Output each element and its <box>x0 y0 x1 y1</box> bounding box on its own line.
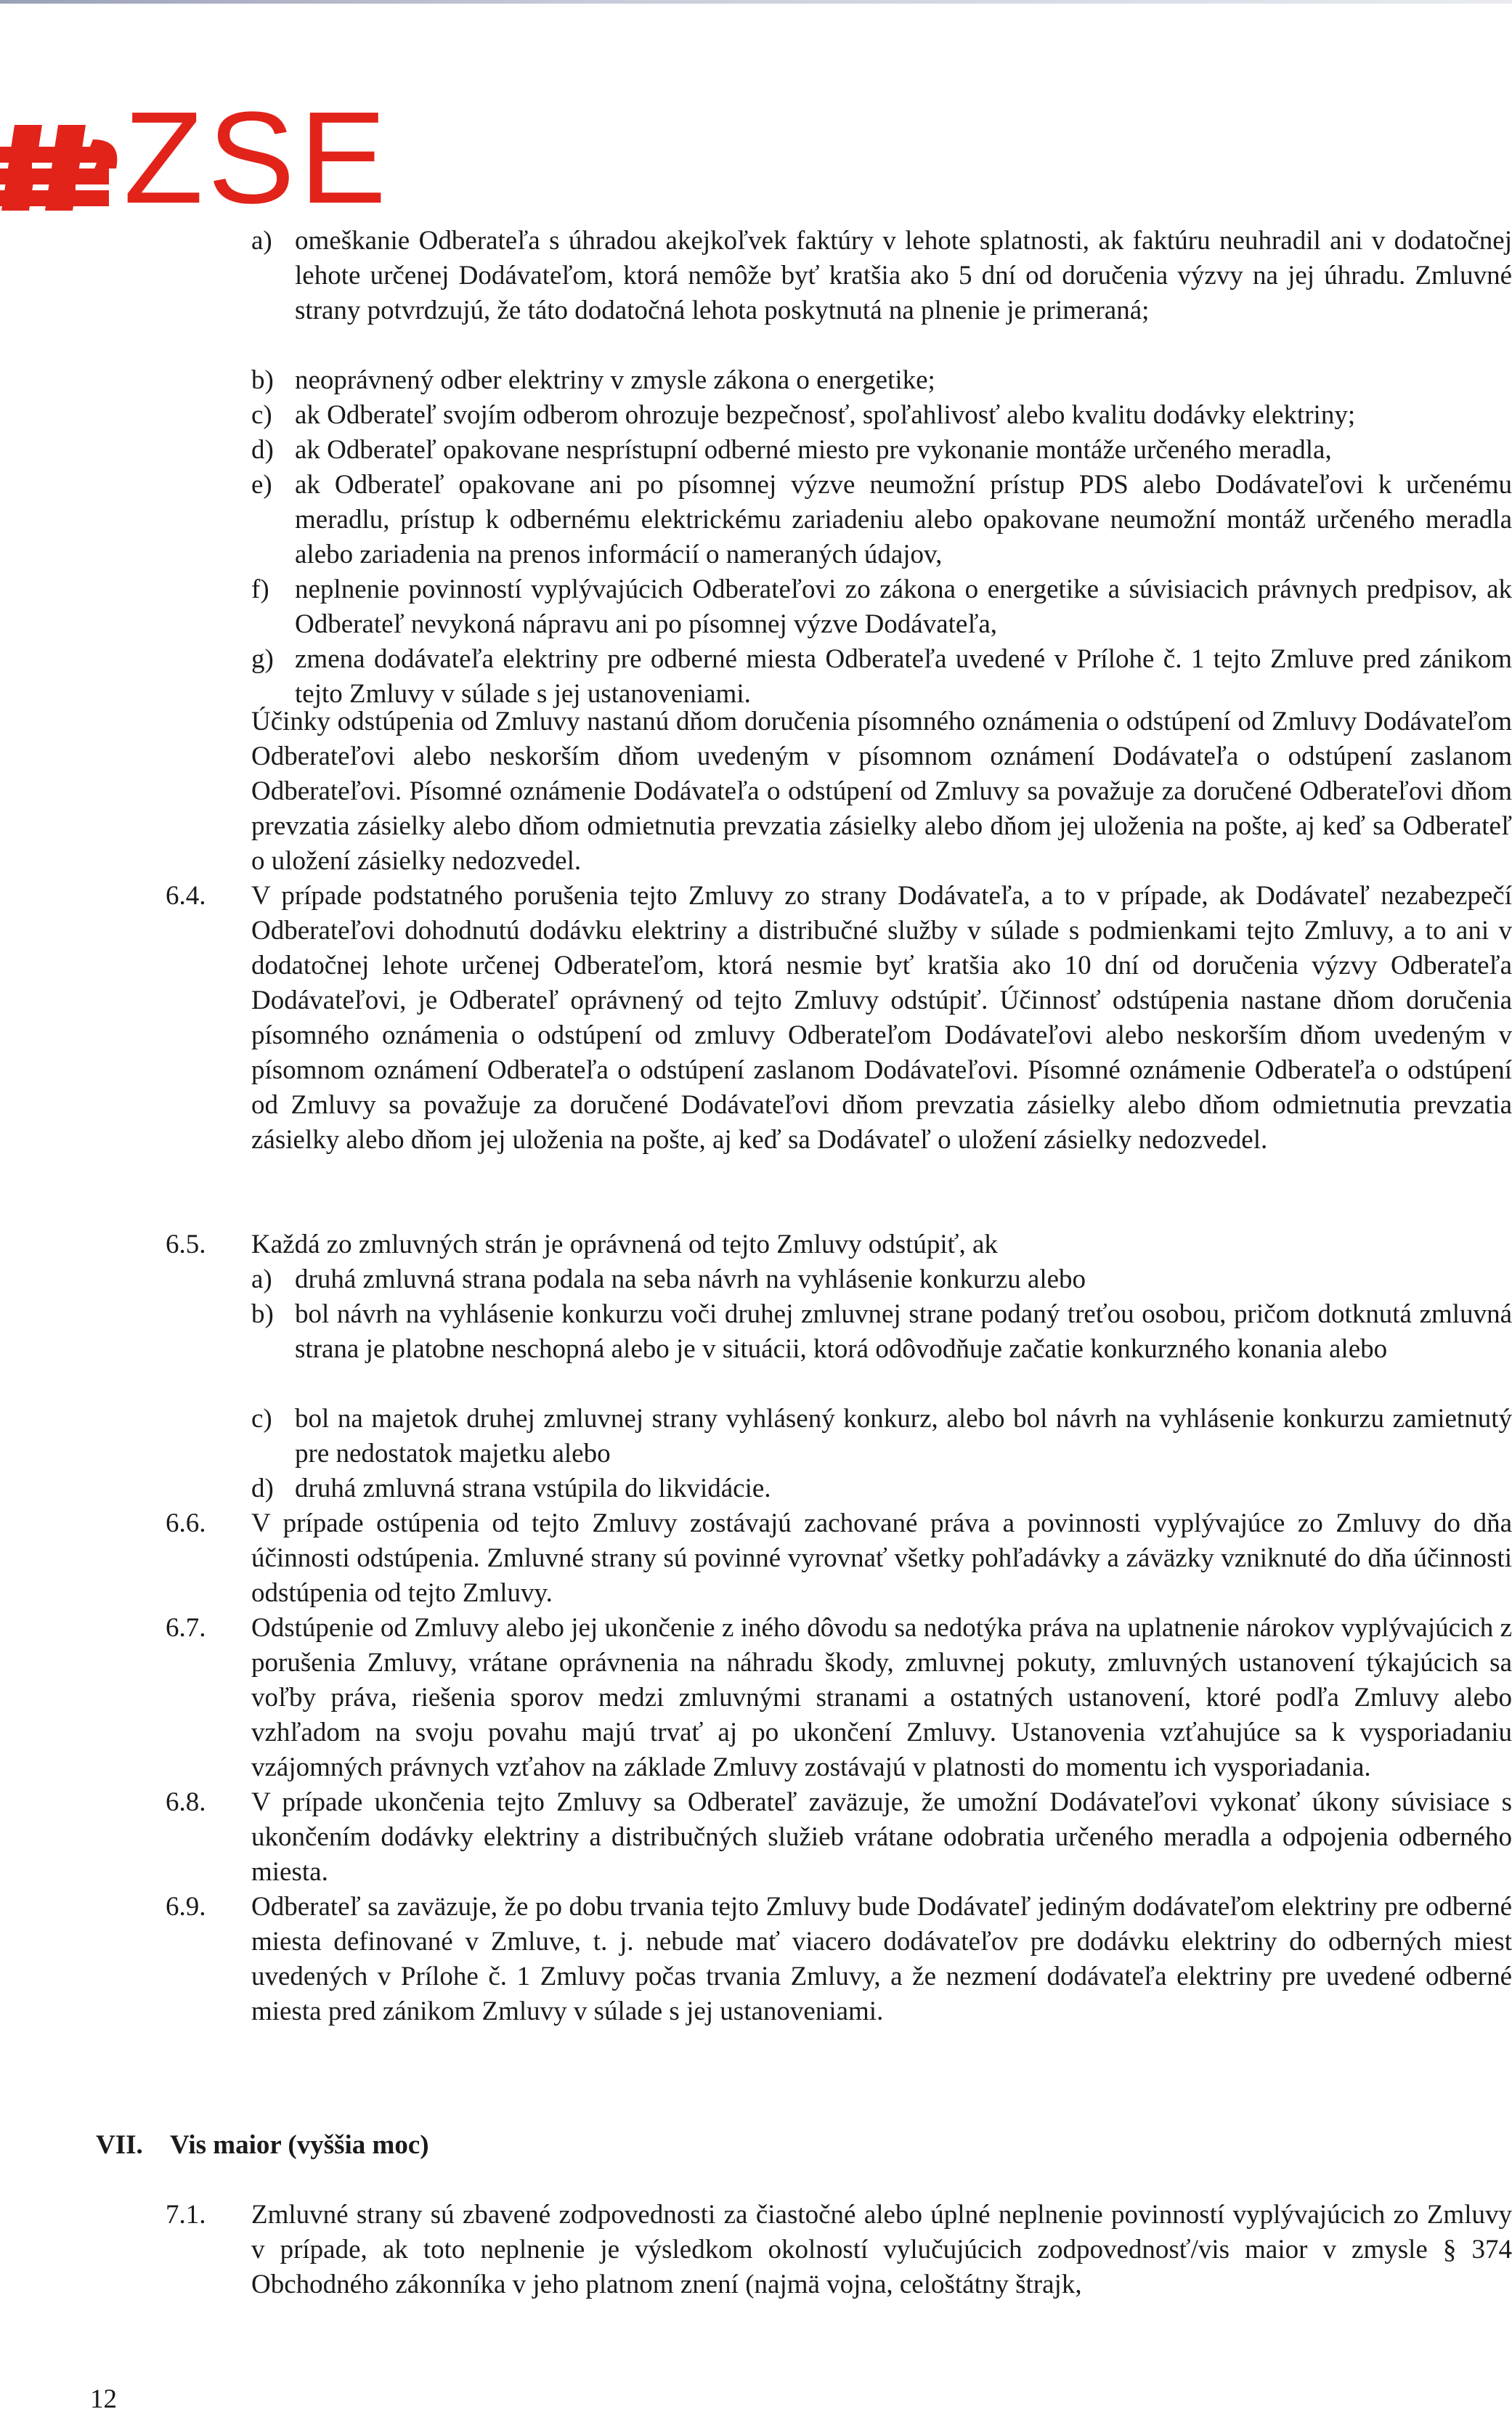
list-item-text: ak Odberateľ opakovane ani po písomnej výzve neumožní prístup PDS alebo Dodávateľovi k určenému meradlu, prístup k odbernému elektrickému zariadeniu alebo opakovane neumožní montáž určeného meradla alebo zariadenia na prenos informácií o nameraných údajov, <box>295 470 1512 569</box>
list-item-text: bol na majetok druhej zmluvnej strany vyhlásený konkurz, alebo bol návrh na vyhlásenie konkurzu zamietnutý pre nedostatok majetku alebo <box>295 1404 1512 1469</box>
chapter-title: Vis maior (vyššia moc) <box>170 2130 429 2160</box>
chapter-number: VII. <box>96 2130 143 2160</box>
section-number: 6.9. <box>166 1892 206 1922</box>
section-number: 6.7. <box>166 1613 206 1643</box>
scan-top-edge <box>0 0 1512 4</box>
list-item-letter: f) <box>251 574 269 604</box>
list-item-letter: b) <box>251 365 274 395</box>
section-text: Každá zo zmluvných strán je oprávnená od tejto Zmluvy odstúpiť, ak <box>251 1230 998 1259</box>
section-number: 7.1. <box>166 2200 206 2230</box>
list-item-letter: a) <box>251 1264 272 1294</box>
list-item-letter: d) <box>251 1474 274 1503</box>
list-item-text: neoprávnený odber elektriny v zmysle zákona o energetike; <box>295 365 935 395</box>
list-item-text: druhá zmluvná strana vstúpila do likvidácie. <box>295 1474 771 1503</box>
section-text: Zmluvné strany sú zbavené zodpovednosti za čiastočné alebo úplné neplnenie povinností vyplývajúcich zo Zmluvy v prípade, ak toto neplnenie je výsledkom okolností vylučujúcich zodpovednosť/vis maior v zmysle § 374 Obchodného zákonníka v jeho platnom znení (najmä vojna, celoštátny štrajk, <box>251 2200 1512 2299</box>
zse-logo <box>0 85 392 231</box>
list-item-text: bol návrh na vyhlásenie konkurzu voči druhej zmluvnej strane podaný treťou osobou, pričom dotknutá zmluvná strana je platobne neschopná alebo je v situácii, ktorá odôvodňuje začatie konkurzného konania alebo <box>295 1299 1512 1364</box>
list-item-text: druhá zmluvná strana podala na seba návrh na vyhlásenie konkurzu alebo <box>295 1264 1086 1294</box>
section-text: V prípade podstatného porušenia tejto Zmluvy zo strany Dodávateľa, a to v prípade, ak Dodávateľ nezabezpečí Odberateľovi dohodnutú dodávku elektriny a distribučné služby v súlade s podmienkami tejto Zmluvy, a to ani v dodatočnej lehote určenej Odberateľom, ktorá nesmie byť kratšia ako 10 dní od doručenia výzvy Odberateľa Dodávateľovi, je Odberateľ oprávnený od tejto Zmluvy odstúpiť. Účinnosť odstúpenia nastane dňom doručenia písomného oznámenia o odstúpení od zmluvy Odberateľom Dodávateľovi alebo neskorším dňom uvedeným v písomnom oznámení Odberateľa o odstúpení zaslanom Dodávateľovi. Písomné oznámenie Odberateľa o odstúpení od Zmluvy sa považuje za doručené Dodávateľovi dňom prevzatia zásielky alebo dňom odmietnutia prevzatia zásielky alebo dňom jej uloženia na pošte, aj keď sa Dodávateľ o uložení zásielky nedozvedel. <box>251 881 1512 1155</box>
section-number: 6.5. <box>166 1230 206 1259</box>
list-item-letter: c) <box>251 400 272 430</box>
section-text: V prípade ostúpenia od tejto Zmluvy zostávajú zachované práva a povinnosti vyplývajúce zo Zmluvy do dňa účinnosti odstúpenia. Zmluvné strany sú povinné vyrovnať všetky pohľadávky a záväzky vzniknuté do dňa účinnosti odstúpenia od tejto Zmluvy. <box>251 1508 1512 1608</box>
section-text: Odberateľ sa zaväzuje, že po dobu trvania tejto Zmluvy bude Dodávateľ jediným dodávateľom elektriny pre odberné miesta definované v Zmluve, t. j. nebude mať viacero dodávateľov pre dodávku elektriny do odberných miest uvedených v Prílohe č. 1 Zmluvy počas trvania Zmluvy, a že nezmení dodávateľa elektriny pre uvedené odberné miesta pred zánikom Zmluvy v súlade s jej ustanoveniami. <box>251 1892 1512 2026</box>
section-text: V prípade ukončenia tejto Zmluvy sa Odberateľ zaväzuje, že umožní Dodávateľovi vykonať úkony súvisiace s ukončením dodávky elektriny a distribučných služieb vrátane odobratia určeného meradla a odpojenia odberného miesta. <box>251 1787 1512 1887</box>
list-item-text: ak Odberateľ opakovane nesprístupní odberné miesto pre vykonanie montáže určeného meradla, <box>295 435 1332 465</box>
list-item-letter: g) <box>251 644 274 674</box>
page-number: 12 <box>90 2384 117 2414</box>
section-number: 6.4. <box>166 881 206 911</box>
list-item-text: zmena dodávateľa elektriny pre odberné miesta Odberateľa uvedené v Prílohe č. 1 tejto Zmluve pred zánikom tejto Zmluvy v súlade s jej ustanoveniami. <box>295 644 1512 709</box>
section-text: Odstúpenie od Zmluvy alebo jej ukončenie z iného dôvodu sa nedotýka práva na uplatnenie nárokov vyplývajúcich z porušenia Zmluvy, vrátane oprávnenia na náhradu škody, zmluvnej pokuty, zmluvných ustanovení týkajúcich sa voľby práva, riešenia sporov medzi zmluvnými stranami a ostatných ustanovení, ktoré podľa Zmluvy alebo vzhľadom na svoju povahu majú trvať aj po ukončení Zmluvy. Ustanovenia vzťahujúce sa k vysporiadaniu vzájomných právnych vzťahov na základe Zmluvy zostávajú v platnosti do momentu ich vysporiadania. <box>251 1613 1512 1782</box>
list-item-letter: e) <box>251 470 272 500</box>
list-item-text: omeškanie Odberateľa s úhradou akejkoľvek faktúry v lehote splatnosti, ak faktúru neuhradil ani v dodatočnej lehote určenej Dodávateľom, ktorá nemôže byť kratšia ako 5 dní od doručenia výzvy na jej úhradu. Zmluvné strany potvrdzujú, že táto dodatočná lehota poskytnutá na plnenie je primeraná; <box>295 226 1512 325</box>
section-number: 6.8. <box>166 1787 206 1817</box>
list-item-letter: c) <box>251 1404 272 1434</box>
list-item-letter: b) <box>251 1299 274 1329</box>
list-item-letter: a) <box>251 226 272 256</box>
list-item-letter: d) <box>251 435 274 465</box>
list-item-text: neplnenie povinností vyplývajúcich Odberateľovi zo zákona o energetike a súvisiacich právnych predpisov, ak Odberateľ nevykoná nápravu ani po písomnej výzve Dodávateľa, <box>295 574 1512 639</box>
section-number: 6.6. <box>166 1508 206 1538</box>
zse-logo-text: ZSE <box>123 85 391 231</box>
effects-paragraph: Účinky odstúpenia od Zmluvy nastanú dňom doručenia písomného oznámenia o odstúpení od Zmluvy Dodávateľom Odberateľovi alebo neskorším dňom uvedeným v písomnom oznámení Dodávateľa o odstúpení zaslanom Odberateľovi. Písomné oznámenie Dodávateľa o odstúpení od Zmluvy sa považuje za doručené Odberateľovi dňom prevzatia zásielky alebo dňom odmietnutia prevzatia zásielky alebo dňom jej uloženia na pošte, aj keď sa Odberateľ o uložení zásielky nedozvedel. <box>251 707 1512 876</box>
list-item-text: ak Odberateľ svojím odberom ohrozuje bezpečnosť, spoľahlivosť alebo kvalitu dodávky elektriny; <box>295 400 1356 430</box>
zse-logo-mark-icon <box>0 125 122 211</box>
